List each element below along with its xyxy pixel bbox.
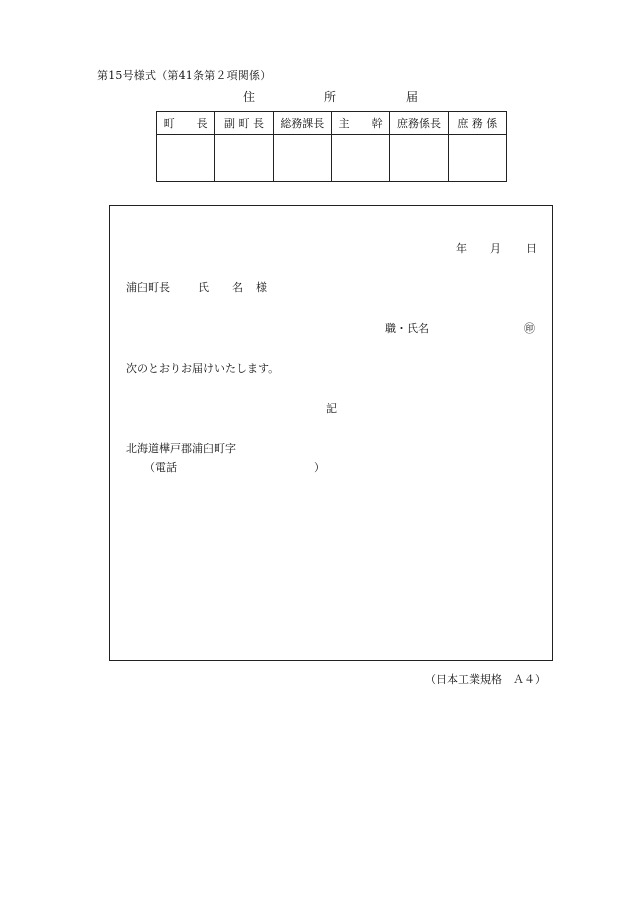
form-number: 第15号様式（第41条第２項関係） <box>97 69 272 82</box>
approval-header-clerk: 庶 務 係 <box>448 112 506 135</box>
approval-header-row <box>157 112 507 135</box>
phone-close-paren: ） <box>314 461 325 474</box>
sender-field[interactable] <box>110 320 552 334</box>
stamp-cell-director[interactable] <box>331 135 389 182</box>
stamp-cell-section-chief[interactable] <box>390 135 448 182</box>
approval-stamp-table <box>156 111 507 182</box>
phone-label: （電話 <box>144 461 177 474</box>
stamp-cell-deputy-mayor[interactable] <box>215 135 273 182</box>
date-day-label: 日 <box>526 242 537 255</box>
phone-field[interactable] <box>144 459 324 473</box>
approval-header-director: 主 幹 <box>331 112 389 135</box>
date-field[interactable] <box>110 240 552 254</box>
form-body-box <box>109 205 553 661</box>
stamp-cell-general-affairs-chief[interactable] <box>273 135 331 182</box>
ki-heading: 記 <box>326 402 337 415</box>
notice-text: 次のとおりお届けいたします。 <box>126 362 280 375</box>
addressee-honorific: 様 <box>256 281 267 294</box>
approval-header-mayor: 町 長 <box>157 112 215 135</box>
title-char-3: 届 <box>406 90 419 104</box>
approval-header-deputy-mayor: 副 町 長 <box>215 112 273 135</box>
date-month-label: 月 <box>490 242 501 255</box>
addressee <box>126 279 306 293</box>
approval-stamp-row <box>157 135 507 182</box>
paper-standard-note: （日本工業規格 Ａ４） <box>425 673 546 686</box>
sender-name-label: 職・氏名 <box>385 322 429 335</box>
date-year-label: 年 <box>456 242 467 255</box>
stamp-cell-clerk[interactable] <box>448 135 506 182</box>
approval-header-general-affairs-chief: 総務課長 <box>273 112 331 135</box>
addressee-title: 浦臼町長 <box>126 281 170 294</box>
title-char-1: 住 <box>243 90 256 104</box>
seal-mark: ㊞ <box>524 322 535 335</box>
title-char-2: 所 <box>324 90 337 104</box>
stamp-cell-mayor[interactable] <box>157 135 215 182</box>
addressee-mei: 名 <box>232 281 243 294</box>
addressee-shi: 氏 <box>198 281 209 294</box>
address-field[interactable]: 北海道樺戸郡浦臼町字 <box>126 442 236 455</box>
approval-header-section-chief: 庶務係長 <box>390 112 448 135</box>
page-title <box>0 88 630 104</box>
